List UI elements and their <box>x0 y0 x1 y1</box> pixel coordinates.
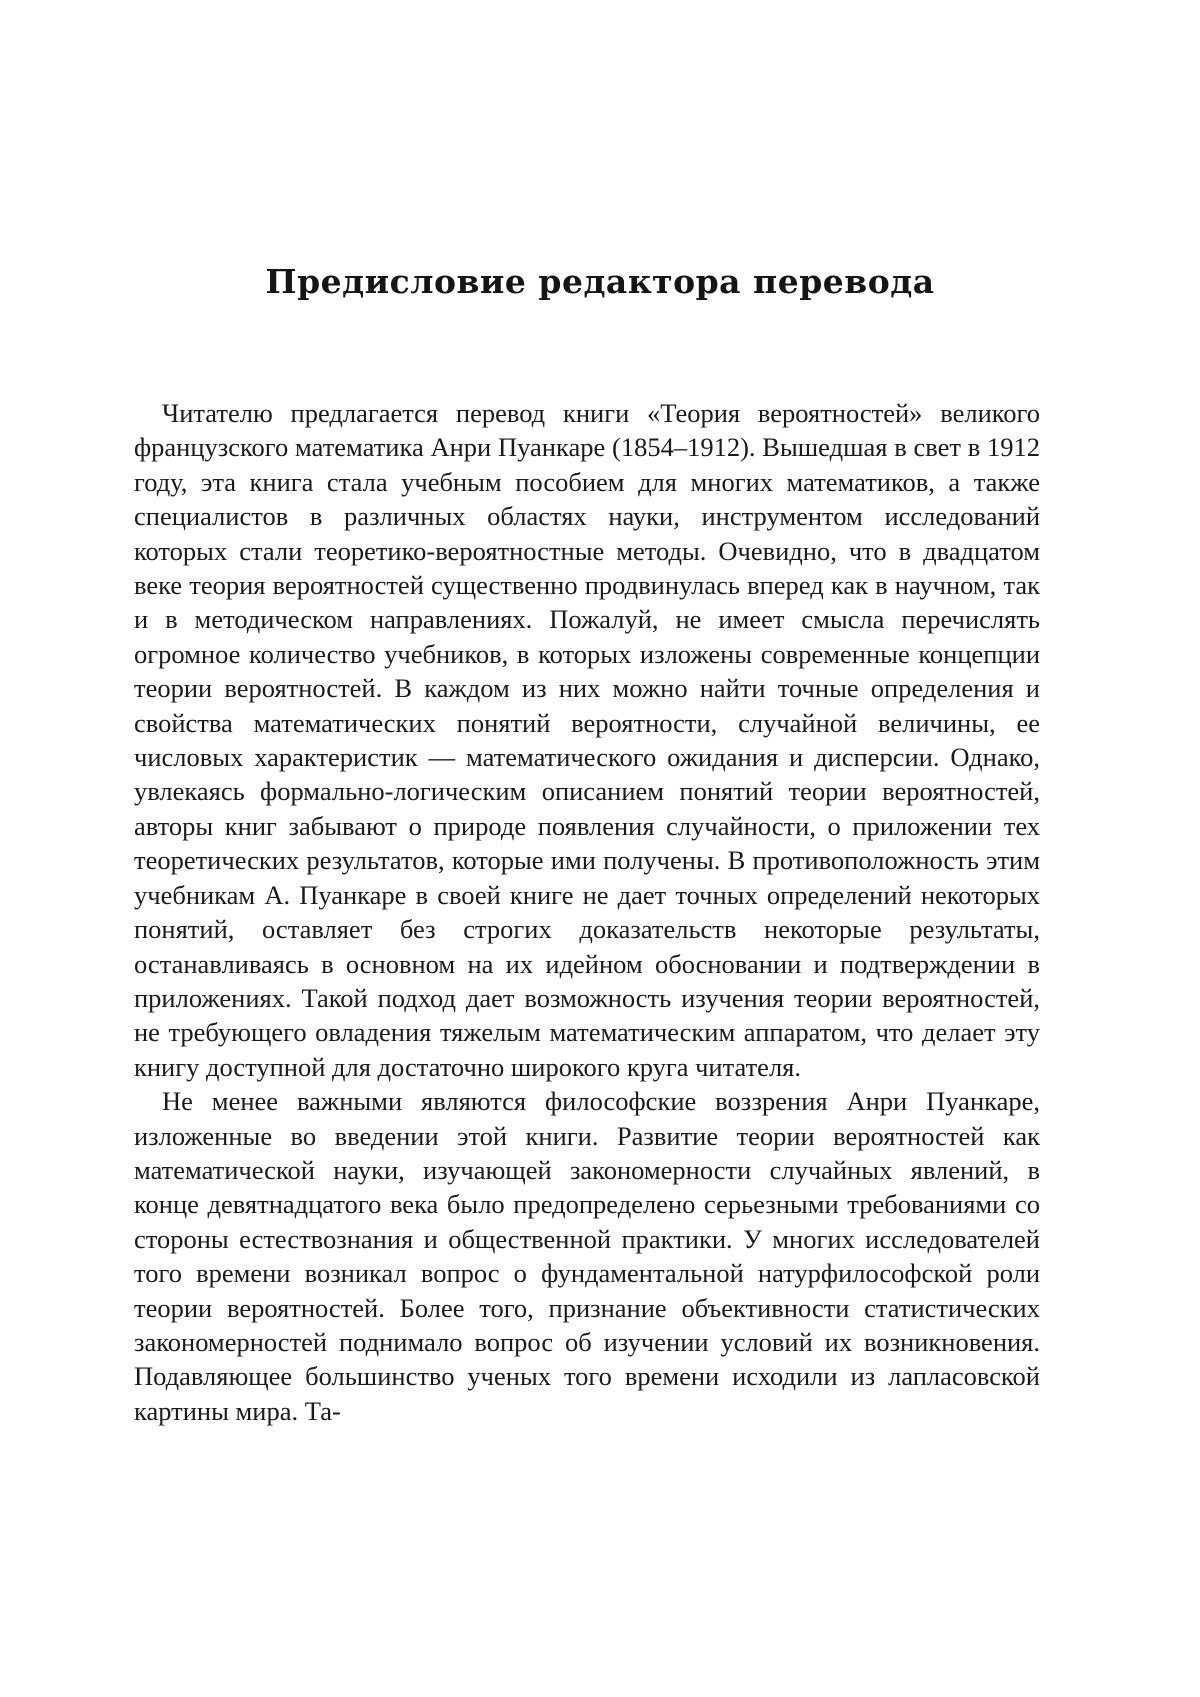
chapter-title: Предисловие редактора перевода <box>265 262 935 301</box>
body-text <box>134 396 1040 1428</box>
paragraph-2: Не менее важными являются философские воззрения Анри Пуанкаре, изложенные во введении этой книги. Развитие теории вероятностей как математической науки, изучающей закономерности случайных явлений, в конце девятнадцатого века было предопределено серьезными требованиями со стороны естествознания и общественной практики. У многих исследователей того времени возникал вопрос о фундаментальной натурфилософской роли теории вероятностей. Более того, признание объективности статистических закономерностей поднимало вопрос об изучении условий их возникновения. Подавляющее большинство ученых того времени исходили из лапласовской картины мира. Та- <box>134 1086 1040 1426</box>
paragraph-1: Читателю предлагается перевод книги «Теория вероятностей» великого французского математика Анри Пуанкаре (1854–1912). Вышедшая в свет в 1912 году, эта книга стала учебным пособием для многих математиков, а также специалистов в различных областях науки, инструментом исследований которых стали теоретико-вероятностные методы. Очевидно, что в двадцатом веке теория вероятностей существенно продвинулась вперед как в научном, так и в методическом направлениях. Пожалуй, не имеет смысла перечислять огромное количество учебников, в которых изложены современные концепции теории вероятностей. В каждом из них можно найти точные определения и свойства математических понятий вероятности, случайной величины, ее числовых характеристик — математического ожидания и дисперсии. Однако, увлекаясь формально-логическим описанием понятий теории вероятностей, авторы книг забывают о природе появления случайности, о приложении тех теоретических результатов, которые ими получены. В противоположность этим учебникам А. Пуанкаре в своей книге не дает точных определений некоторых понятий, оставляет без строгих доказательств некоторые результаты, останавливаясь в основном на их идейном обосновании и подтверждении в приложениях. Такой подход дает возможность изучения теории вероятностей, не требующего овладения тяжелым математическим аппаратом, что делает эту книгу доступной для достаточно широкого круга читателя. <box>134 398 1040 1082</box>
